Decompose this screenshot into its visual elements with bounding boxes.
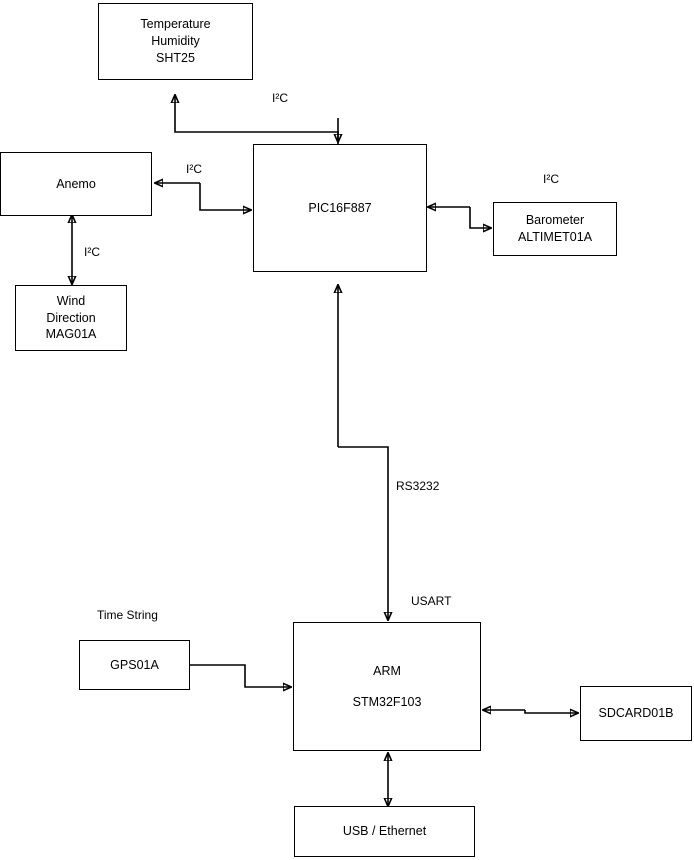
node-temperature-humidity-line3: SHT25	[156, 50, 195, 65]
node-temperature-humidity[interactable]	[98, 3, 253, 80]
node-wind-direction[interactable]	[15, 285, 127, 351]
label-rs3232: RS3232	[396, 479, 440, 493]
label-usart: USART	[411, 594, 452, 608]
node-usb-ethernet[interactable]	[294, 806, 475, 857]
label-i2c-anemo: I²C	[186, 162, 202, 176]
node-temperature-humidity-line1: Temperature	[140, 17, 211, 32]
node-arm-line1: ARM	[373, 663, 401, 678]
node-anemo[interactable]	[0, 152, 152, 216]
label-i2c-barometer: I²C	[543, 172, 559, 186]
node-temperature-humidity-line2: Humidity	[151, 34, 200, 49]
node-arm-line2: STM32F103	[352, 694, 422, 709]
node-anemo-label: Anemo	[56, 176, 96, 191]
node-gps01a[interactable]	[79, 640, 190, 690]
node-wind-direction-line2: Direction	[46, 310, 96, 325]
node-usb-ethernet-label: USB / Ethernet	[342, 824, 427, 839]
node-wind-direction-line3: MAG01A	[45, 327, 97, 342]
node-pic16f887-label: PIC16F887	[308, 200, 372, 215]
node-barometer-line2: ALTIMET01A	[517, 230, 593, 244]
node-barometer-line1: Barometer	[525, 213, 585, 228]
label-time-string: Time String	[97, 608, 158, 622]
node-arm-stm32f103[interactable]	[293, 622, 481, 751]
node-barometer[interactable]	[493, 202, 617, 256]
node-wind-direction-line1: Wind	[56, 293, 86, 308]
node-sdcard01b[interactable]	[580, 686, 692, 741]
node-pic16f887[interactable]	[253, 144, 427, 272]
label-i2c-wind: I²C	[84, 245, 100, 259]
node-gps01a-label: GPS01A	[110, 657, 159, 672]
label-i2c-top: I²C	[272, 91, 288, 105]
node-sdcard01b-label: SDCARD01B	[598, 706, 674, 721]
